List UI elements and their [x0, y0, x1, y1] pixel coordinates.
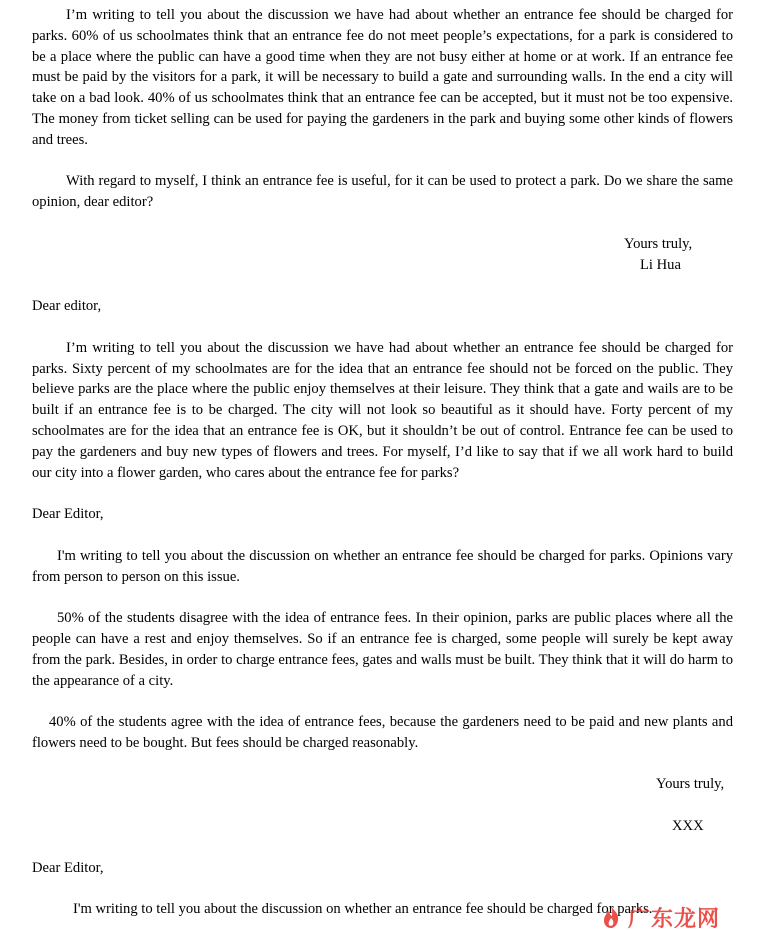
letter2-paragraph-1: I’m writing to tell you about the discussion we have had about whether an entrance fee should be charged for parks. Sixty percent of my schoolmates are for the idea that an entrance fee should not be forced on the public. They believe parks are the place where the public enjoy themselves at their leisure. They think that a gate and wails are to be built if an entrance fee is to be charged. The city will not look so beautiful as it should have. Forty percent of my schoolmates are for the idea that an entrance fee is OK, but it shouldn’t be out of control. Entrance fee can be used to pay the gardeners and buy new types of flowers and trees. For myself, I’d like to say that if we all work hard to build our city into a flower garden, who cares about the entrance fee for parks? — [32, 339, 733, 481]
letter3-signature: XXX — [672, 818, 704, 835]
letter1-closing: Yours truly, — [624, 235, 693, 252]
letter1-paragraph-2: With regard to myself, I think an entrance fee is useful, for it can be used to protect a park. Do we share the same opinion, dear editor? — [32, 173, 733, 211]
letter3-paragraph-2: 50% of the students disagree with the idea of entrance fees. In their opinion, parks are public places where all the people can have a rest and enjoy themselves. So if an entrance fee is charged, some people will surely be kept away from the park. Besides, in order to charge entrance fees, gates and walls must be built. They think that it will do harm to the appearance of a city. — [32, 610, 733, 689]
letter3-paragraph-1: I'm writing to tell you about the discussion on whether an entrance fee should be charged for parks. Opinions vary from person to person on this issue. — [32, 547, 733, 585]
watermark-text: 广东龙网 — [628, 906, 721, 932]
flame-logo-icon — [598, 904, 624, 930]
letter4-paragraph-1: I'm writing to tell you about the discussion on whether an entrance fee should be charged for parks. — [73, 901, 653, 918]
letter2-salutation: Dear editor, — [32, 298, 102, 315]
letter3-closing: Yours truly, — [656, 776, 725, 793]
letter4-salutation: Dear Editor, — [32, 859, 104, 876]
letter3-paragraph-3: 40% of the students agree with the idea of entrance fees, because the gardeners need to be paid and new plants and flowers need to be bought. But fees should be charged reasonably. — [32, 714, 733, 751]
letter3-salutation: Dear Editor, — [32, 506, 104, 523]
document-page — [32, 5, 733, 920]
site-watermark — [598, 896, 720, 938]
letter1-paragraph-1: I’m writing to tell you about the discussion we have had about whether an entrance fee should be charged for parks. 60% of us schoolmates think that an entrance fee do not meet people’s expectations, for a park is considered to be a place where the public can have a good time when they are not busy either at home or at work. If an entrance fee must be paid by the visitors for a park, it will be necessary to build a gate and surrounding walls. In the end a city will take on a bad look. 40% of us schoolmates think that an entrance fee can be accepted, but it must not be too expensive. The money from ticket selling can be used for paying the gardeners in the park and buying some other kinds of flowers and trees. — [32, 7, 733, 148]
letter1-signature: Li Hua — [640, 256, 681, 273]
